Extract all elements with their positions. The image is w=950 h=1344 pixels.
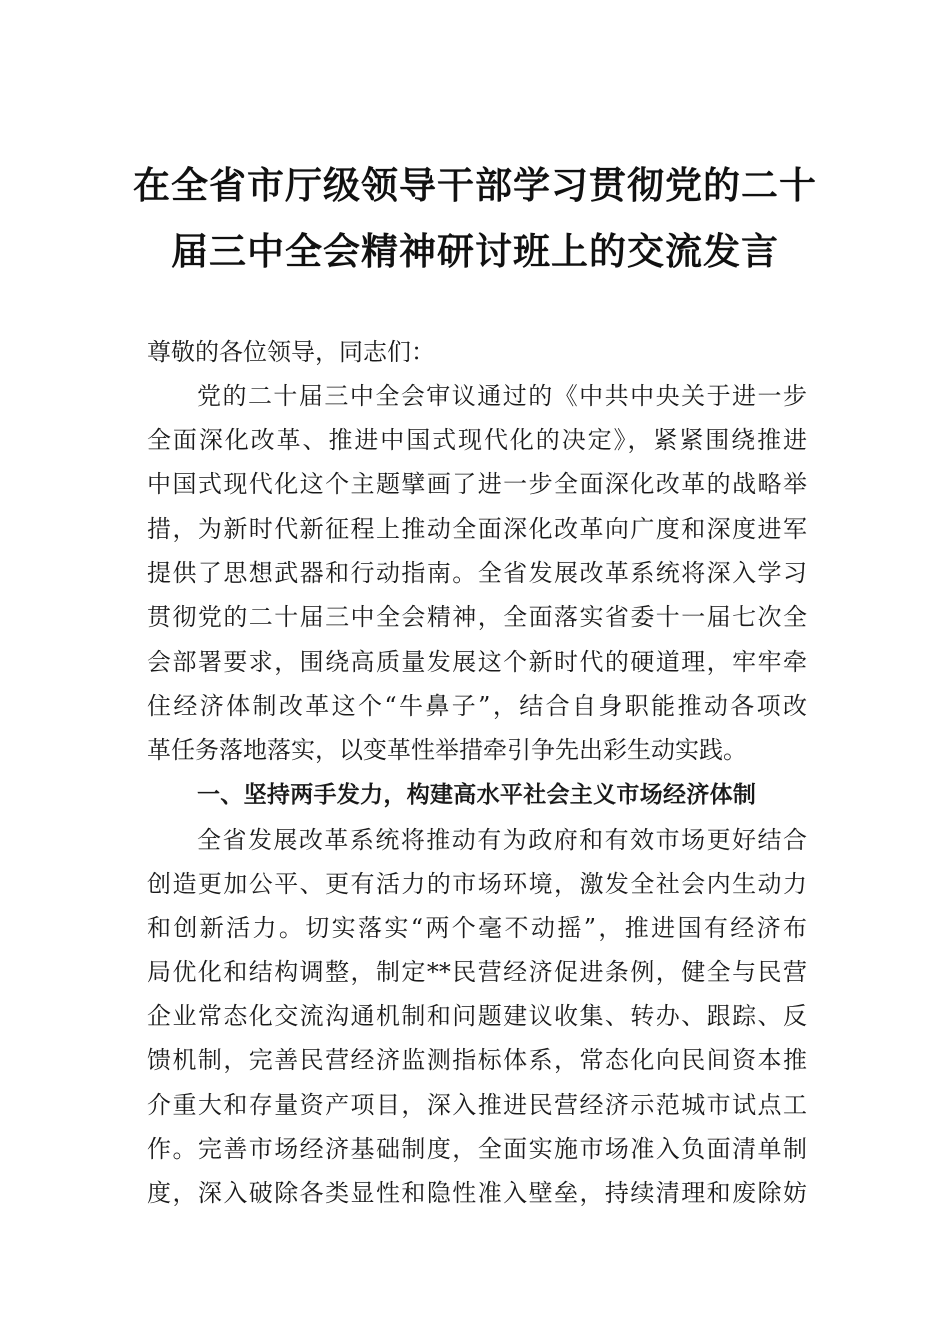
paragraph-2-line: 创造更加公平、更有活力的市场环境，激发全社会内生动力 [147,870,807,898]
paragraph-1-line: 全面深化改革、推进中国式现代化的决定》，紧紧围绕推进 [147,426,807,454]
paragraph-1-line: 会部署要求，围绕高质量发展这个新时代的硬道理，牢牢牵 [147,648,807,676]
paragraph-1-line: 提供了思想武器和行动指南。全省发展改革系统将深入学习 [147,559,807,587]
paragraph-1-line: 党的二十届三中全会审议通过的《中共中央关于进一步 [197,382,807,410]
paragraph-2-line: 局优化和结构调整，制定**民营经济促进条例，健全与民营 [147,958,807,986]
paragraph-2-line: 作。完善市场经济基础制度，全面实施市场准入负面清单制 [147,1135,807,1163]
paragraph-1-line: 中国式现代化这个主题擘画了进一步全面深化改革的战略举 [147,470,807,498]
paragraph-2-line: 介重大和存量资产项目，深入推进民营经济示范城市试点工 [147,1091,807,1119]
paragraph-1-line: 革任务落地落实，以变革性举措牵引争先出彩生动实践。 [147,736,747,764]
section-1-heading: 一、坚持两手发力，构建高水平社会主义市场经济体制 [197,782,757,808]
paragraph-2-line: 馈机制，完善民营经济监测指标体系，常态化向民间资本推 [147,1046,807,1074]
document-title-line-2: 届三中全会精神研讨班上的交流发言 [171,229,779,273]
document-title-line-1: 在全省市厅级领导干部学习贯彻党的二十 [133,163,817,207]
paragraph-2-line: 度，深入破除各类显性和隐性准入壁垒，持续清理和废除妨 [147,1179,807,1207]
paragraph-2-line: 全省发展改革系统将推动有为政府和有效市场更好结合 [197,826,807,854]
paragraph-1-line: 措，为新时代新征程上推动全面深化改革向广度和深度进军 [147,515,807,543]
paragraph-2-line: 和创新活力。切实落实“两个毫不动摇”，推进国有经济布 [147,914,807,942]
paragraph-1-line: 贯彻党的二十届三中全会精神，全面落实省委十一届七次全 [147,603,807,631]
paragraph-1-line: 住经济体制改革这个“牛鼻子”，结合自身职能推动各项改 [147,692,807,720]
paragraph-2-line: 企业常态化交流沟通机制和问题建议收集、转办、跟踪、反 [147,1002,807,1030]
salutation: 尊敬的各位领导，同志们： [147,338,435,366]
